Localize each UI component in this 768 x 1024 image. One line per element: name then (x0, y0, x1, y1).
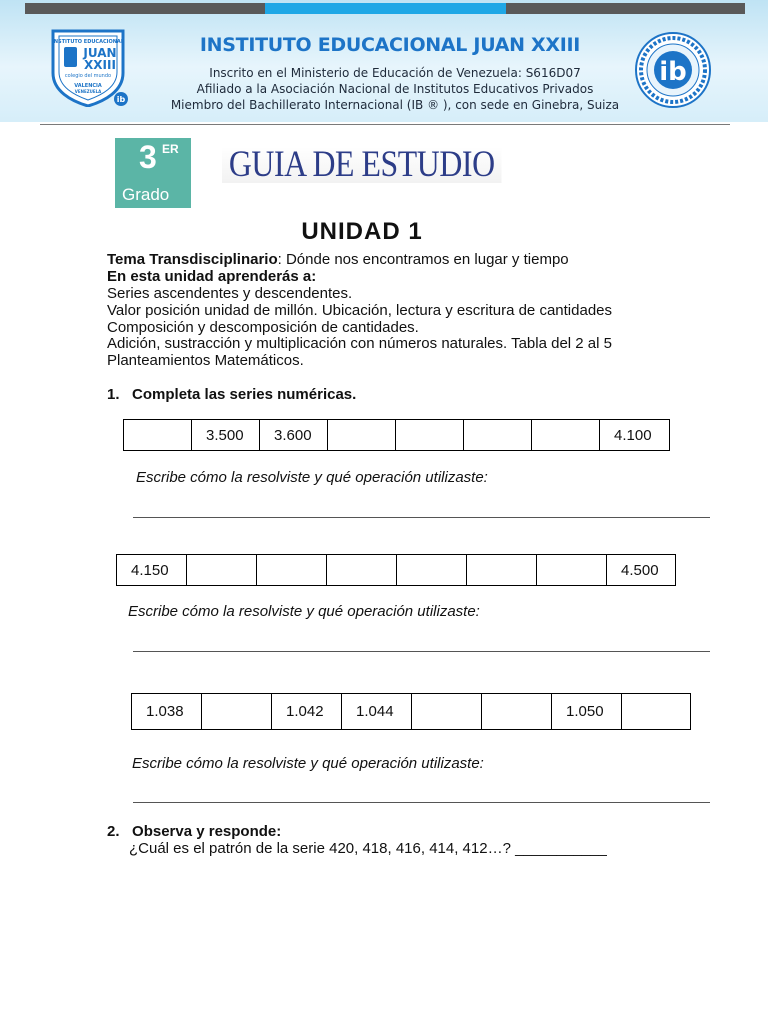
topic-item: Valor posición unidad de millón. Ubicación, lectura y escritura de cantidades (107, 302, 612, 319)
series-cell[interactable]: 4.500 (607, 555, 676, 586)
series-cell[interactable]: 1.042 (272, 694, 342, 730)
answer-line[interactable] (133, 802, 710, 803)
logo-country: VENEZUELA (74, 89, 102, 94)
unit-title: UNIDAD 1 (301, 218, 423, 245)
series-cell[interactable] (327, 555, 397, 586)
series-cell[interactable] (412, 694, 482, 730)
answer-line[interactable] (133, 651, 710, 652)
learn-heading: En esta unidad aprenderás a: (107, 268, 317, 285)
header-divider (40, 124, 730, 125)
series-cell[interactable] (328, 420, 396, 451)
question-2-number: 2. (107, 823, 120, 840)
explain-prompt: Escribe cómo la resolviste y qué operación utilizaste: (132, 755, 484, 772)
series-cell[interactable] (622, 694, 691, 730)
logo-name-2: XXIII (84, 58, 116, 72)
question-2-prompt: ¿Cuál es el patrón de la serie 420, 418, 416, 414, 412…? ___________ (129, 840, 607, 857)
svg-text:ib: ib (116, 95, 126, 104)
series-cell[interactable]: 1.044 (342, 694, 412, 730)
grade-word: Grado (122, 185, 170, 204)
explain-prompt: Escribe cómo la resolviste y qué operación utilizaste: (136, 469, 488, 486)
series-cell[interactable]: 1.050 (552, 694, 622, 730)
series-cell[interactable]: 1.038 (132, 694, 202, 730)
topic-item: Composición y descomposición de cantidades. (107, 319, 419, 336)
series-cell[interactable] (124, 420, 192, 451)
series-cell[interactable]: 3.500 (192, 420, 260, 451)
question-2-heading (107, 823, 281, 840)
series-table-2 (116, 554, 676, 586)
grade-suffix: ER (162, 142, 179, 156)
question-1-number: 1. (107, 386, 120, 403)
series-row (124, 420, 670, 451)
series-cell[interactable] (257, 555, 327, 586)
header-line-affiliation: Afiliado a la Asociación Nacional de Institutos Educativos Privados (196, 82, 594, 96)
series-table-1 (123, 419, 670, 451)
logo-motto: colegio del mundo (64, 73, 112, 79)
tema-label: Tema Transdisciplinario (107, 251, 278, 268)
series-cell[interactable] (537, 555, 607, 586)
header-line-registration: Inscrito en el Ministerio de Educación de Venezuela: S616D07 (209, 66, 581, 80)
ib-mark: ib (659, 57, 687, 87)
logo-top-text: INSTITUTO EDUCACIONAL (52, 39, 124, 45)
series-row (132, 694, 691, 730)
series-cell[interactable] (397, 555, 467, 586)
series-table-3 (131, 693, 691, 730)
series-cell[interactable] (202, 694, 272, 730)
explain-prompt: Escribe cómo la resolviste y qué operación utilizaste: (128, 603, 480, 620)
question-1-heading (107, 386, 356, 403)
top-color-bar (25, 3, 745, 14)
grade-badge (115, 138, 191, 208)
answer-line[interactable] (133, 517, 710, 518)
logo-name-1: JUAN (83, 46, 117, 60)
series-cell[interactable]: 4.150 (117, 555, 187, 586)
topic-item: Planteamientos Matemáticos. (107, 352, 304, 369)
topic-item: Adición, sustracción y multiplicación con números naturales. Tabla del 2 al 5 (107, 335, 612, 352)
series-cell[interactable] (464, 420, 532, 451)
series-cell[interactable] (187, 555, 257, 586)
grade-number: 3 (139, 139, 157, 175)
series-cell[interactable] (396, 420, 464, 451)
ib-world-school-logo (627, 30, 719, 110)
series-row (117, 555, 676, 586)
question-2-text: Observa y responde: (132, 823, 282, 840)
series-cell[interactable]: 3.600 (260, 420, 328, 451)
logo-city: VALENCIA (74, 83, 102, 89)
tema-value: : Dónde nos encontramos en lugar y tiempo (277, 251, 569, 268)
topic-item: Series ascendentes y descendentes. (107, 285, 353, 302)
series-cell[interactable] (482, 694, 552, 730)
guide-title: GUIA DE ESTUDIO (222, 147, 502, 183)
series-cell[interactable]: 4.100 (600, 420, 670, 451)
series-cell[interactable] (532, 420, 600, 451)
series-cell[interactable] (467, 555, 537, 586)
question-1-text: Completa las series numéricas. (132, 386, 357, 403)
school-crest-logo (45, 27, 131, 107)
tema-line (107, 251, 569, 268)
school-name: INSTITUTO EDUCACIONAL JUAN XXIII (199, 34, 581, 56)
header-line-ib-membership: Miembro del Bachillerato Internacional (IB ® ), con sede en Ginebra, Suiza (170, 98, 620, 112)
